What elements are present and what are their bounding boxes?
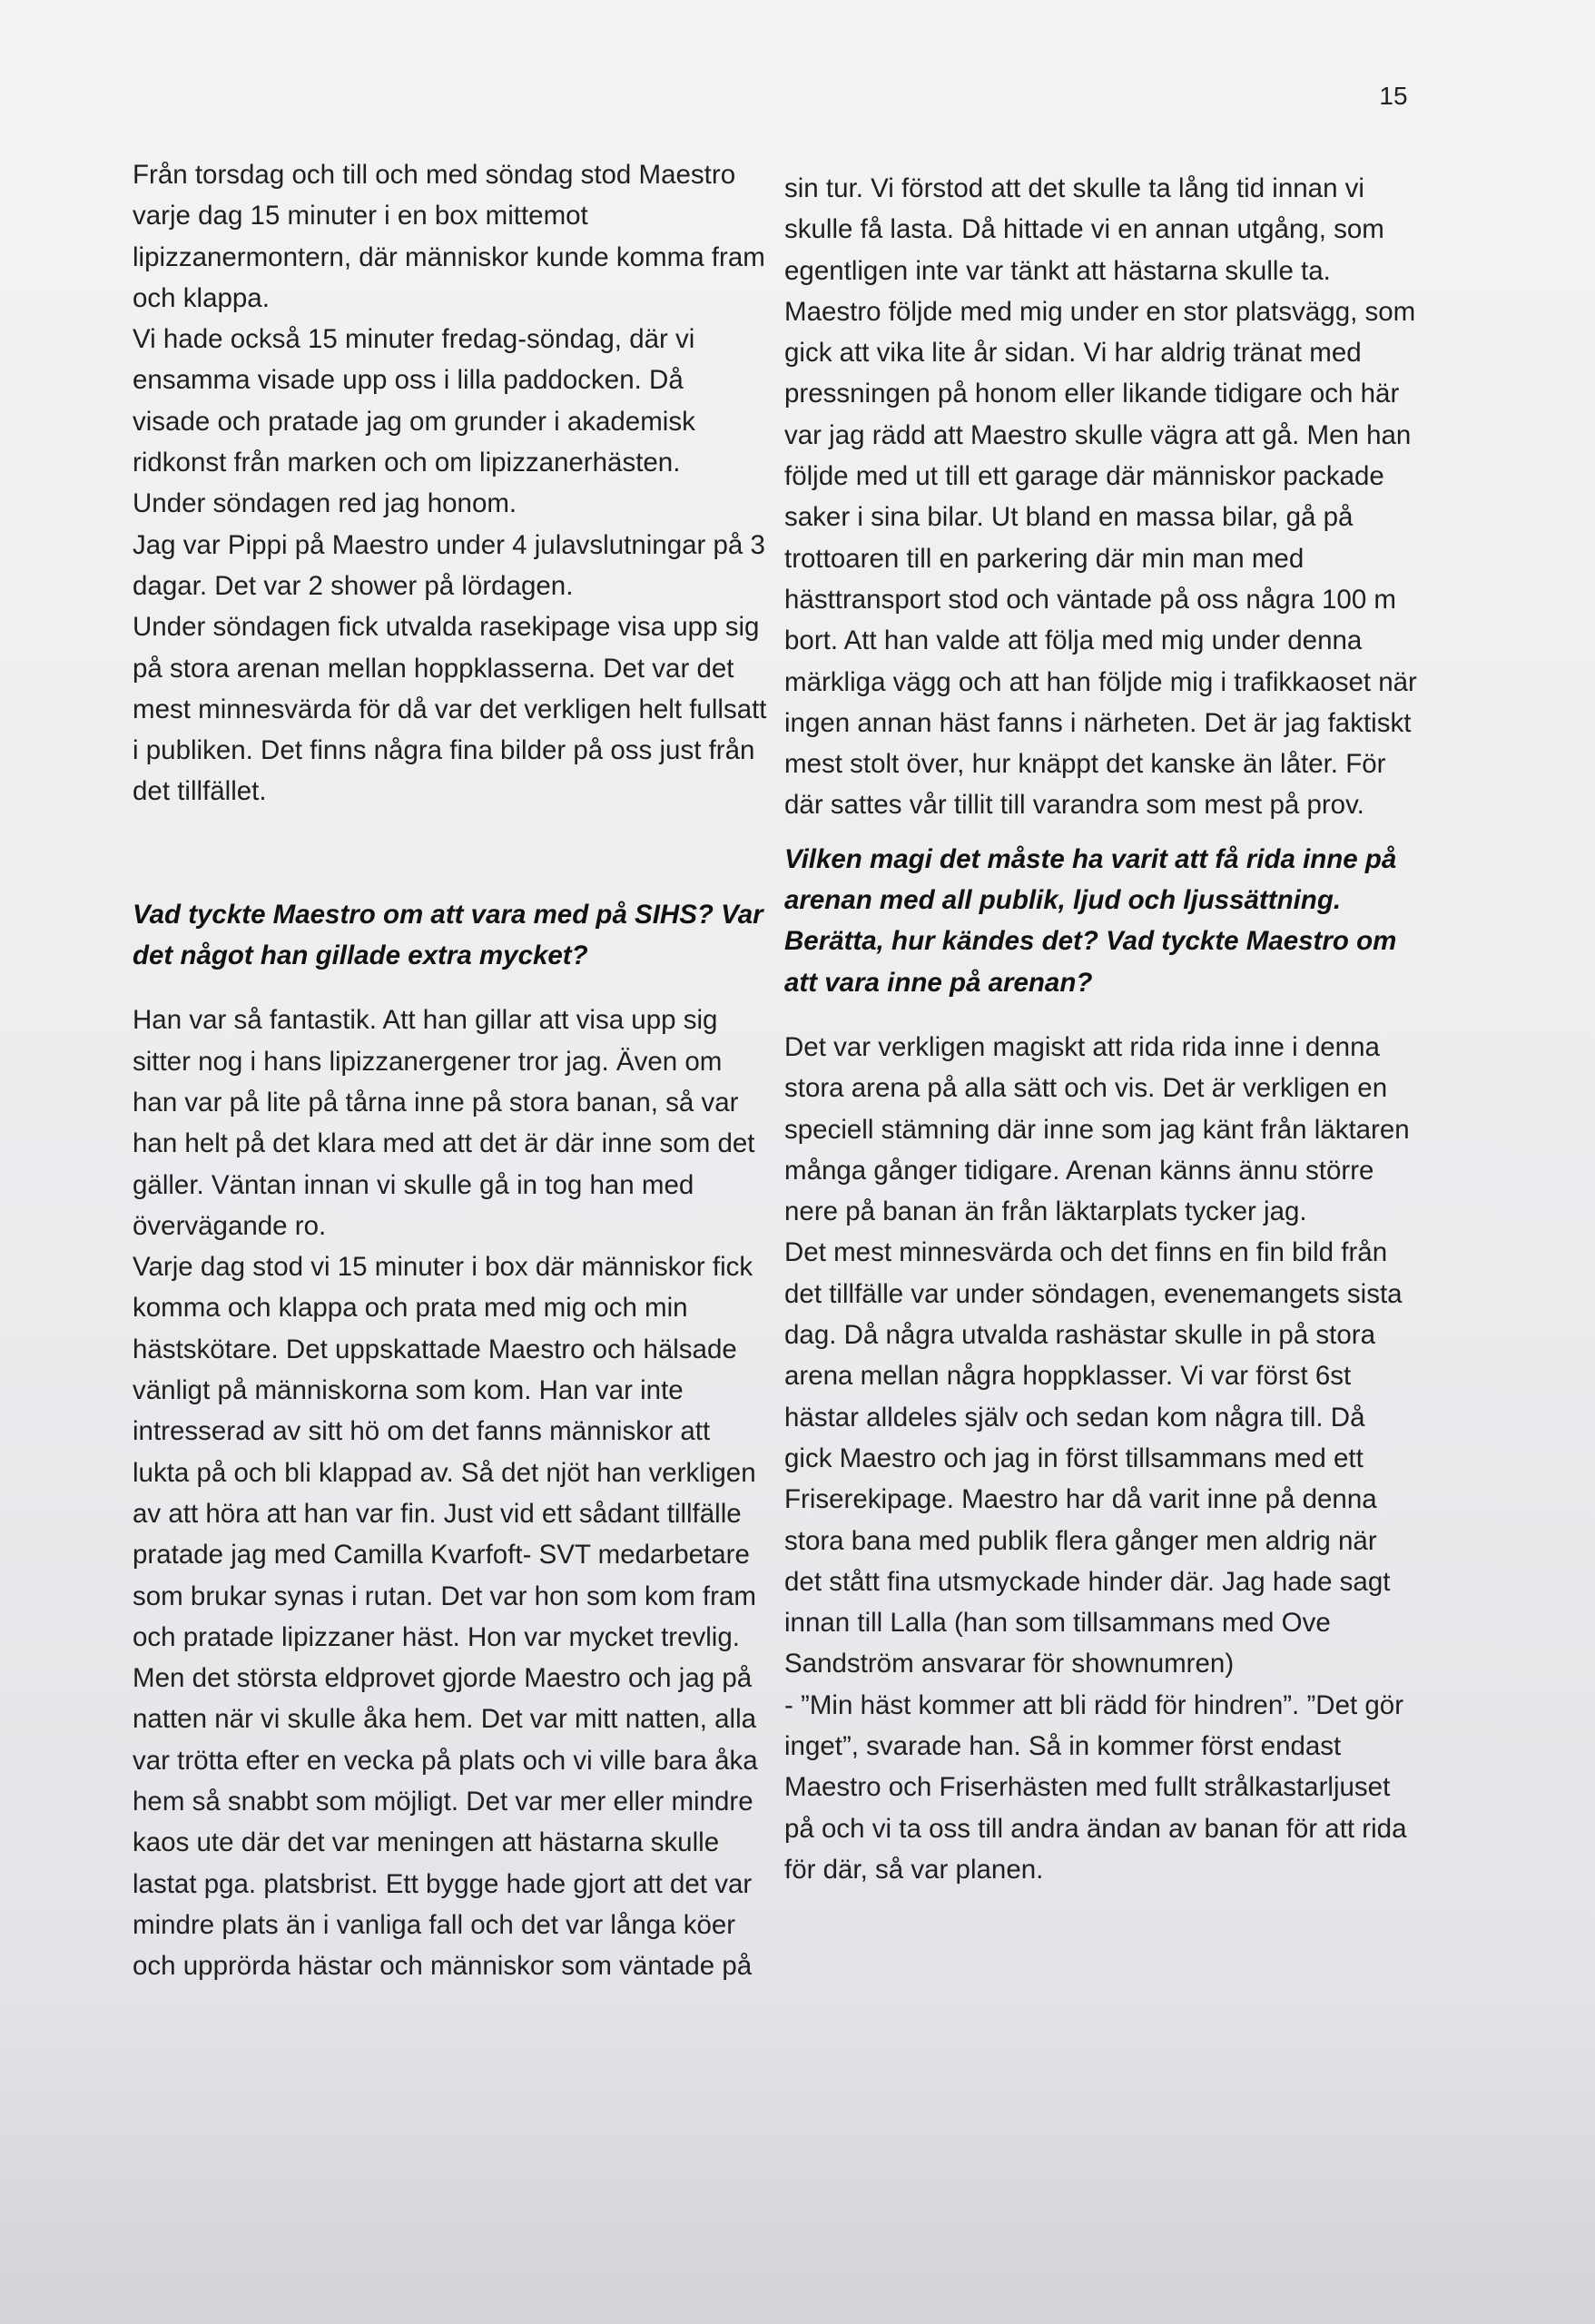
answer-paragraph: Det var verkligen magiskt att rida rida inne i denna stora arena på alla sätt och vis. Det är verkligen en speciell stämning där inne som jag känt från läktaren många gånger tidigare. Arenan känns ännu större nere på banan än från läktarplats tycker jag. (784, 1031, 1410, 1227)
intro-paragraph: Från torsdag och till och med söndag stod Maestro varje dag 15 minuter i en box mittemot lipizzanermontern, där människor kunde komma fram och klappa. (133, 160, 765, 313)
intro-paragraph: Vi hade också 15 minuter fredag-söndag, där vi ensamma visade upp oss i lilla paddocken. Då visade och pratade jag om grunder i akademisk ridkonst från marken och om lipizzanerhästen. (133, 324, 695, 478)
interview-question: Vad tyckte Maestro om att vara med på SIHS? Var det något han gillade extra mycket? (133, 899, 763, 971)
answer-paragraph: - ”Min häst kommer att bli rädd för hindren”. ”Det gör inget”, svarade han. Så in kommer först endast Maestro och Friserhästen med fullt strålkastarljuset på och vi ta oss till andra ändan av banan för att rida för där, så var planen. (784, 1689, 1407, 1885)
page-number: 15 (1379, 82, 1408, 110)
intro-paragraph: Under söndagen fick utvalda rasekipage visa upp sig på stora arenan mellan hoppklasserna. Det var det mest minnesvärda för då var det verkligen helt fullsatt i publiken. Det finns några fina bilder på oss just från det tillfället. (133, 612, 767, 807)
left-column (133, 154, 768, 1986)
spacer (133, 812, 768, 894)
answer-paragraph: Varje dag stod vi 15 minuter i box där människor fick komma och klappa och prata med mig och min hästskötare. Det uppskattade Maestro och hälsade vänligt på människorna som kom. Han var inte intresserad av sitt hö om det fanns människor att lukta på och bli klappad av. Så det njöt han verkligen av att höra att han var fin. Just vid ett sådant tillfälle pratade jag med Camilla Kvarfoft- SVT medarbetare som brukar synas i rutan. Det var hon som kom fram och pratade lipizzaner häst. Hon var mycket trevlig. (133, 1252, 756, 1652)
spacer (133, 976, 768, 1000)
right-column (784, 168, 1420, 1890)
spacer (784, 1003, 1420, 1027)
continuation-paragraph: sin tur. Vi förstod att det skulle ta lång tid innan vi skulle få lasta. Då hittade vi en annan utgång, som egentligen inte var tänkt att hästarna skulle ta. Maestro följde med mig under en stor platsvägg, som gick att vika lite år sidan. Vi har aldrig tränat med pressningen på honom eller likande tidigare och här var jag rädd att Maestro skulle vägra att gå. Men han följde med ut till ett garage där människor packade saker i sina bilar. Ut bland en massa bilar, gå på trottoaren till en parkering där min man med hästtransport stod och väntade på oss några 100 m bort. Att han valde att följa med mig under denna märkliga vägg och att han följde mig i trafikkaoset när ingen annan häst fanns i närheten. Det är jag faktiskt mest stolt över, hur knäppt det kanske än låter. För där sattes vår tillit till varandra som mest på prov. (784, 173, 1417, 821)
answer-paragraph: Han var så fantastik. Att han gillar att visa upp sig sitter nog i hans lipizzanergener tror jag. Även om han var på lite på tårna inne på stora banan, så var han helt på det klara med att det är där inne som det gäller. Väntan innan vi skulle gå in tog han med övervägande ro. (133, 1005, 755, 1241)
interview-question: Vilken magi det måste ha varit att få rida inne på arenan med all publik, ljud och ljussättning. Berätta, hur kändes det? Vad tyckte Maestro om att vara inne på arenan? (784, 843, 1397, 998)
answer-paragraph: Det mest minnesvärda och det finns en fin bild från det tillfälle var under söndagen, evenemangets sista dag. Då några utvalda rashästar skulle in på stora arena mellan några hoppklasser. Vi var först 6st hästar alldeles själv och sedan kom några till. Då gick Maestro och jag in först tillsammans med ett Friserekipage. Maestro har då varit inne på denna stora bana med publik flera gånger men aldrig när det stått fina utsmyckade hinder där. Jag hade sagt innan till Lalla (han som tillsammans med Ove Sandström ansvarar för shownumren) (784, 1237, 1403, 1679)
intro-paragraph: Under söndagen red jag honom. (133, 488, 517, 519)
answer-paragraph: Men det största eldprovet gjorde Maestro och jag på natten när vi skulle åka hem. Det var mitt natten, alla var trötta efter en vecka på plats och vi ville bara åka hem så snabbt som möjligt. Det var mer eller mindre kaos ute där det var meningen att hästarna skulle lastat pga. platsbrist. Ett bygge hade gjort att det var mindre plats än i vanliga fall och det var långa köer och upprörda hästar och människor som väntade på (133, 1663, 758, 1982)
intro-paragraph: Jag var Pippi på Maestro under 4 julavslutningar på 3 dagar. Det var 2 shower på lördagen. (133, 529, 765, 601)
spacer (784, 826, 1420, 839)
